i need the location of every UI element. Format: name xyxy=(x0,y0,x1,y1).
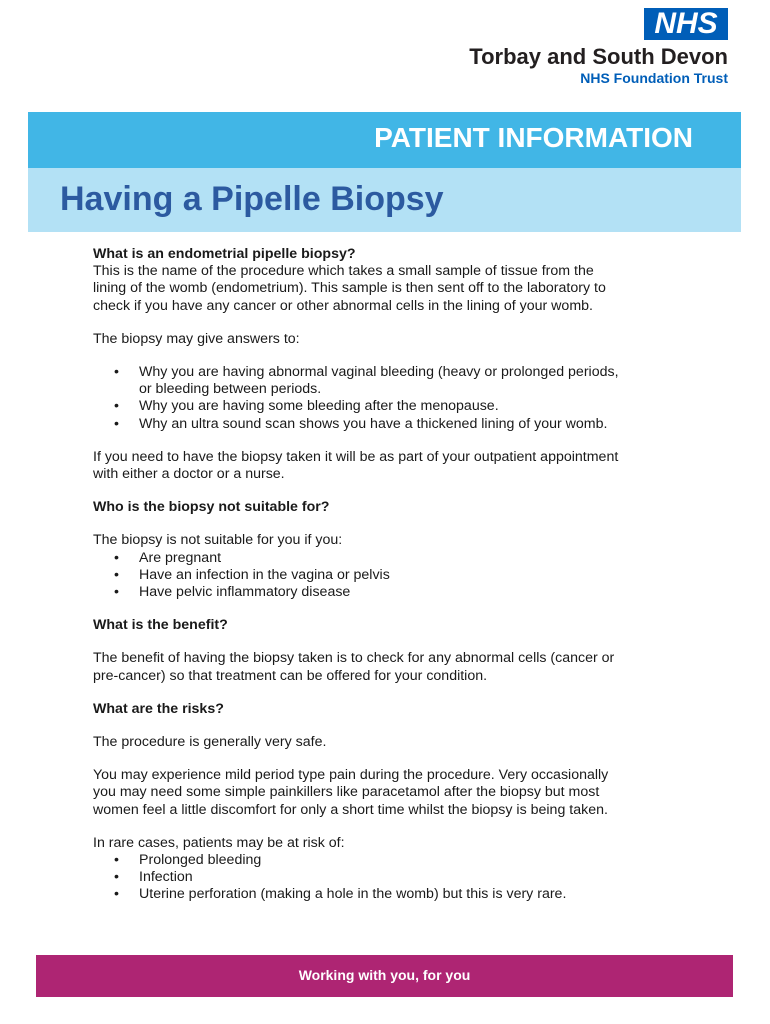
footer-banner xyxy=(36,955,733,997)
document-body xyxy=(93,246,683,904)
bullet-icon: • xyxy=(114,549,119,566)
list-item-text: Infection xyxy=(139,869,193,886)
bullet-icon: • xyxy=(114,566,119,583)
paragraph-line: you may need some simple painkillers like paracetamol after the biopsy but most xyxy=(93,784,600,801)
list-item xyxy=(93,416,683,433)
section-heading: Who is the biopsy not suitable for? xyxy=(93,499,330,516)
page-title: Having a Pipelle Biopsy xyxy=(60,180,444,218)
bullet-list xyxy=(93,364,683,433)
banner-category: PATIENT INFORMATION xyxy=(374,122,693,153)
paragraph-line: check if you have any cancer or other abnormal cells in the lining of your womb. xyxy=(93,297,593,314)
trust-name: Torbay and South Devon xyxy=(469,44,728,69)
list-item xyxy=(93,567,683,584)
list-item-text: Are pregnant xyxy=(139,549,222,566)
list-item-text: Uterine perforation (making a hole in the womb) but this is very rare. xyxy=(139,886,567,903)
paragraph: The biopsy may give answers to: xyxy=(93,330,300,347)
paragraph-line: If you need to have the biopsy taken it will be as part of your outpatient appointment xyxy=(93,448,619,465)
list-item xyxy=(93,550,683,567)
list-item-text: Have pelvic inflammatory disease xyxy=(139,584,351,601)
paragraph-line: with either a doctor or a nurse. xyxy=(93,466,285,483)
list-item-continuation: or bleeding between periods. xyxy=(139,381,322,398)
trust-logo xyxy=(428,8,728,88)
list-item-text: Why an ultra sound scan shows you have a thickened lining of your womb. xyxy=(139,415,608,432)
list-item xyxy=(93,852,683,869)
bullet-list xyxy=(93,550,683,602)
list-item xyxy=(93,364,683,398)
section-heading: What is the benefit? xyxy=(93,617,228,634)
list-item xyxy=(93,584,683,601)
title-banner xyxy=(28,168,741,232)
list-item-text: Have an infection in the vagina or pelvis xyxy=(139,566,390,583)
section-heading: What are the risks? xyxy=(93,700,224,717)
paragraph-line: You may experience mild period type pain during the procedure. Very occasionally xyxy=(93,767,609,784)
section-heading: What is an endometrial pipelle biopsy? xyxy=(93,246,356,262)
footer-tagline: Working with you, for you xyxy=(298,967,471,983)
bullet-icon: • xyxy=(114,886,119,903)
list-item-text: Prolonged bleeding xyxy=(139,852,262,869)
bullet-icon: • xyxy=(114,852,119,869)
nhs-badge: NHS xyxy=(644,8,728,40)
paragraph-line: lining of the womb (endometrium). This sample is then sent off to the laboratory to xyxy=(93,280,606,297)
bullet-icon: • xyxy=(114,415,119,432)
patient-information-banner xyxy=(28,112,741,168)
paragraph-line: women feel a little discomfort for only a short time whilst the biopsy is being taken. xyxy=(93,801,608,818)
list-item xyxy=(93,886,683,903)
list-item-text: Why you are having abnormal vaginal bleeding (heavy or prolonged periods, xyxy=(139,364,619,381)
bullet-icon: • xyxy=(114,584,119,601)
paragraph-line: This is the name of the procedure which takes a small sample of tissue from the xyxy=(93,263,594,280)
bullet-list xyxy=(93,852,683,904)
paragraph-line: The benefit of having the biopsy taken is to check for any abnormal cells (cancer or xyxy=(93,650,615,667)
list-item xyxy=(93,869,683,886)
paragraph: The procedure is generally very safe. xyxy=(93,734,327,751)
trust-subtitle: NHS Foundation Trust xyxy=(580,70,728,86)
paragraph-line: pre-cancer) so that treatment can be offered for your condition. xyxy=(93,667,488,684)
bullet-icon: • xyxy=(114,869,119,886)
list-item-text: Why you are having some bleeding after the menopause. xyxy=(139,398,499,415)
bullet-icon: • xyxy=(114,364,119,381)
paragraph: In rare cases, patients may be at risk of: xyxy=(93,834,345,851)
list-item xyxy=(93,398,683,415)
paragraph: The biopsy is not suitable for you if you: xyxy=(93,532,343,549)
bullet-icon: • xyxy=(114,398,119,415)
